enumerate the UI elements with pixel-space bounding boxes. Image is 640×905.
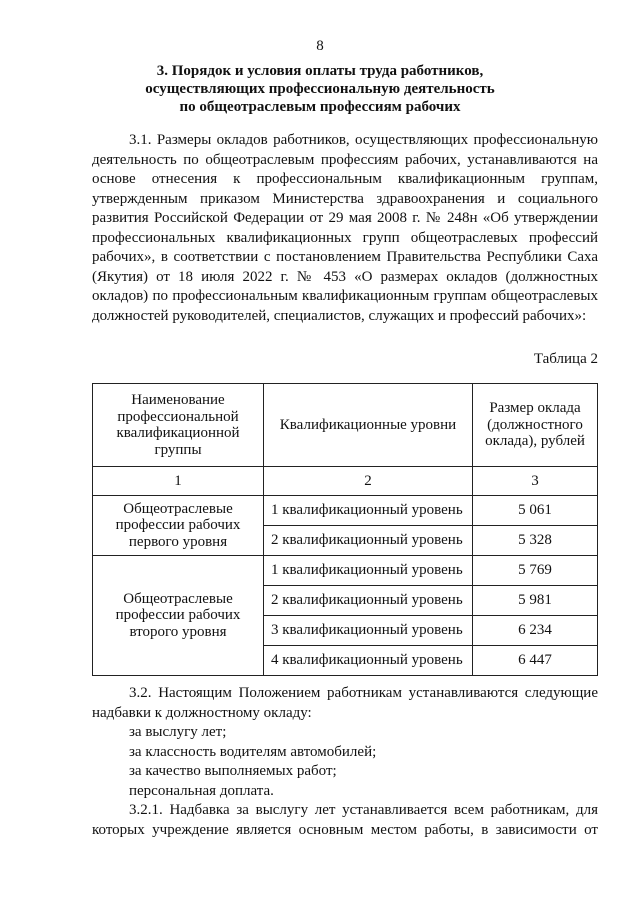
paragraph-line: утвержденным приказом Министерства здравоохранения и социального	[92, 190, 598, 207]
level-cell: 2 квалификационный уровень	[264, 586, 473, 616]
paragraph-line: окладов) по профессиональным квалификационным группам общеотраслевых	[92, 288, 598, 304]
section-heading-line-3: по общеотраслевым профессиям рабочих	[179, 99, 461, 115]
table-row	[93, 496, 598, 526]
column-number: 3	[473, 467, 598, 496]
list-item: за выслугу лет;	[129, 724, 227, 740]
section-heading-line-2: осуществляющих профессиональную деятельность	[145, 81, 495, 97]
column-number: 2	[264, 467, 473, 496]
paragraph-line: 3.1. Размеры окладов работников, осуществляющих профессиональную	[129, 132, 598, 148]
paragraph-line: основе отнесения к профессиональным квалификационным группам,	[92, 171, 598, 187]
table-header-row	[93, 384, 598, 467]
table-column-numbers-row	[93, 467, 598, 496]
section-heading-line-1: 3. Порядок и условия оплаты труда работников,	[156, 63, 484, 79]
paragraph-line: деятельность по общеотраслевым профессиям рабочих, устанавливаются на	[92, 151, 598, 168]
level-cell: 3 квалификационный уровень	[264, 616, 473, 646]
paragraph-line: которых учреждение является основным местом работы, в зависимости от	[92, 821, 598, 838]
paragraph-line: надбавки к должностному окладу:	[92, 704, 312, 721]
paragraph-line: должностей руководителей, специалистов, служащих и профессий рабочих»:	[92, 307, 587, 324]
header-salary: Размер оклада (должностного оклада), рублей	[473, 384, 598, 467]
salary-cell: 5 061	[473, 496, 598, 526]
group-name-cell: Общеотраслевые профессии рабочих второго уровня	[93, 556, 264, 676]
table-row	[93, 556, 598, 586]
page-number: 8	[316, 38, 324, 54]
group-name-cell: Общеотраслевые профессии рабочих первого уровня	[93, 496, 264, 556]
paragraph-3-1	[92, 131, 598, 326]
section-heading	[60, 62, 580, 116]
table-caption: Таблица 2	[533, 351, 598, 367]
paragraph-line: развития Российской Федерации от 29 мая 2008 г. № 248н «Об утверждении	[92, 210, 598, 226]
column-number: 1	[93, 467, 264, 496]
paragraph-line: (Якутия) от 18 июля 2022 г. № 453 «О размерах окладов (должностных	[92, 268, 598, 285]
header-group-name: Наименование профессиональной квалификационной группы	[93, 384, 264, 467]
salary-cell: 5 328	[473, 526, 598, 556]
list-item: за качество выполняемых работ;	[129, 763, 337, 779]
salary-cell: 5 981	[473, 586, 598, 616]
paragraph-line: рабочих», в соответствии с постановлением Правительства Республики Саха	[92, 249, 598, 265]
paragraph-3-2	[92, 684, 598, 840]
list-item: персональная доплата.	[129, 782, 274, 799]
header-qualification-levels: Квалификационные уровни	[264, 384, 473, 467]
level-cell: 4 квалификационный уровень	[264, 646, 473, 676]
salary-cell: 6 234	[473, 616, 598, 646]
salary-table	[92, 383, 598, 676]
salary-cell: 5 769	[473, 556, 598, 586]
list-item: за классность водителям автомобилей;	[129, 743, 377, 760]
paragraph-line: 3.2. Настоящим Положением работникам устанавливаются следующие	[129, 685, 598, 701]
level-cell: 1 квалификационный уровень	[264, 496, 473, 526]
level-cell: 1 квалификационный уровень	[264, 556, 473, 586]
level-cell: 2 квалификационный уровень	[264, 526, 473, 556]
paragraph-line: профессиональных квалификационных групп общеотраслевых профессий	[92, 229, 598, 246]
paragraph-line: 3.2.1. Надбавка за выслугу лет устанавливается всем работникам, для	[129, 802, 598, 818]
salary-cell: 6 447	[473, 646, 598, 676]
